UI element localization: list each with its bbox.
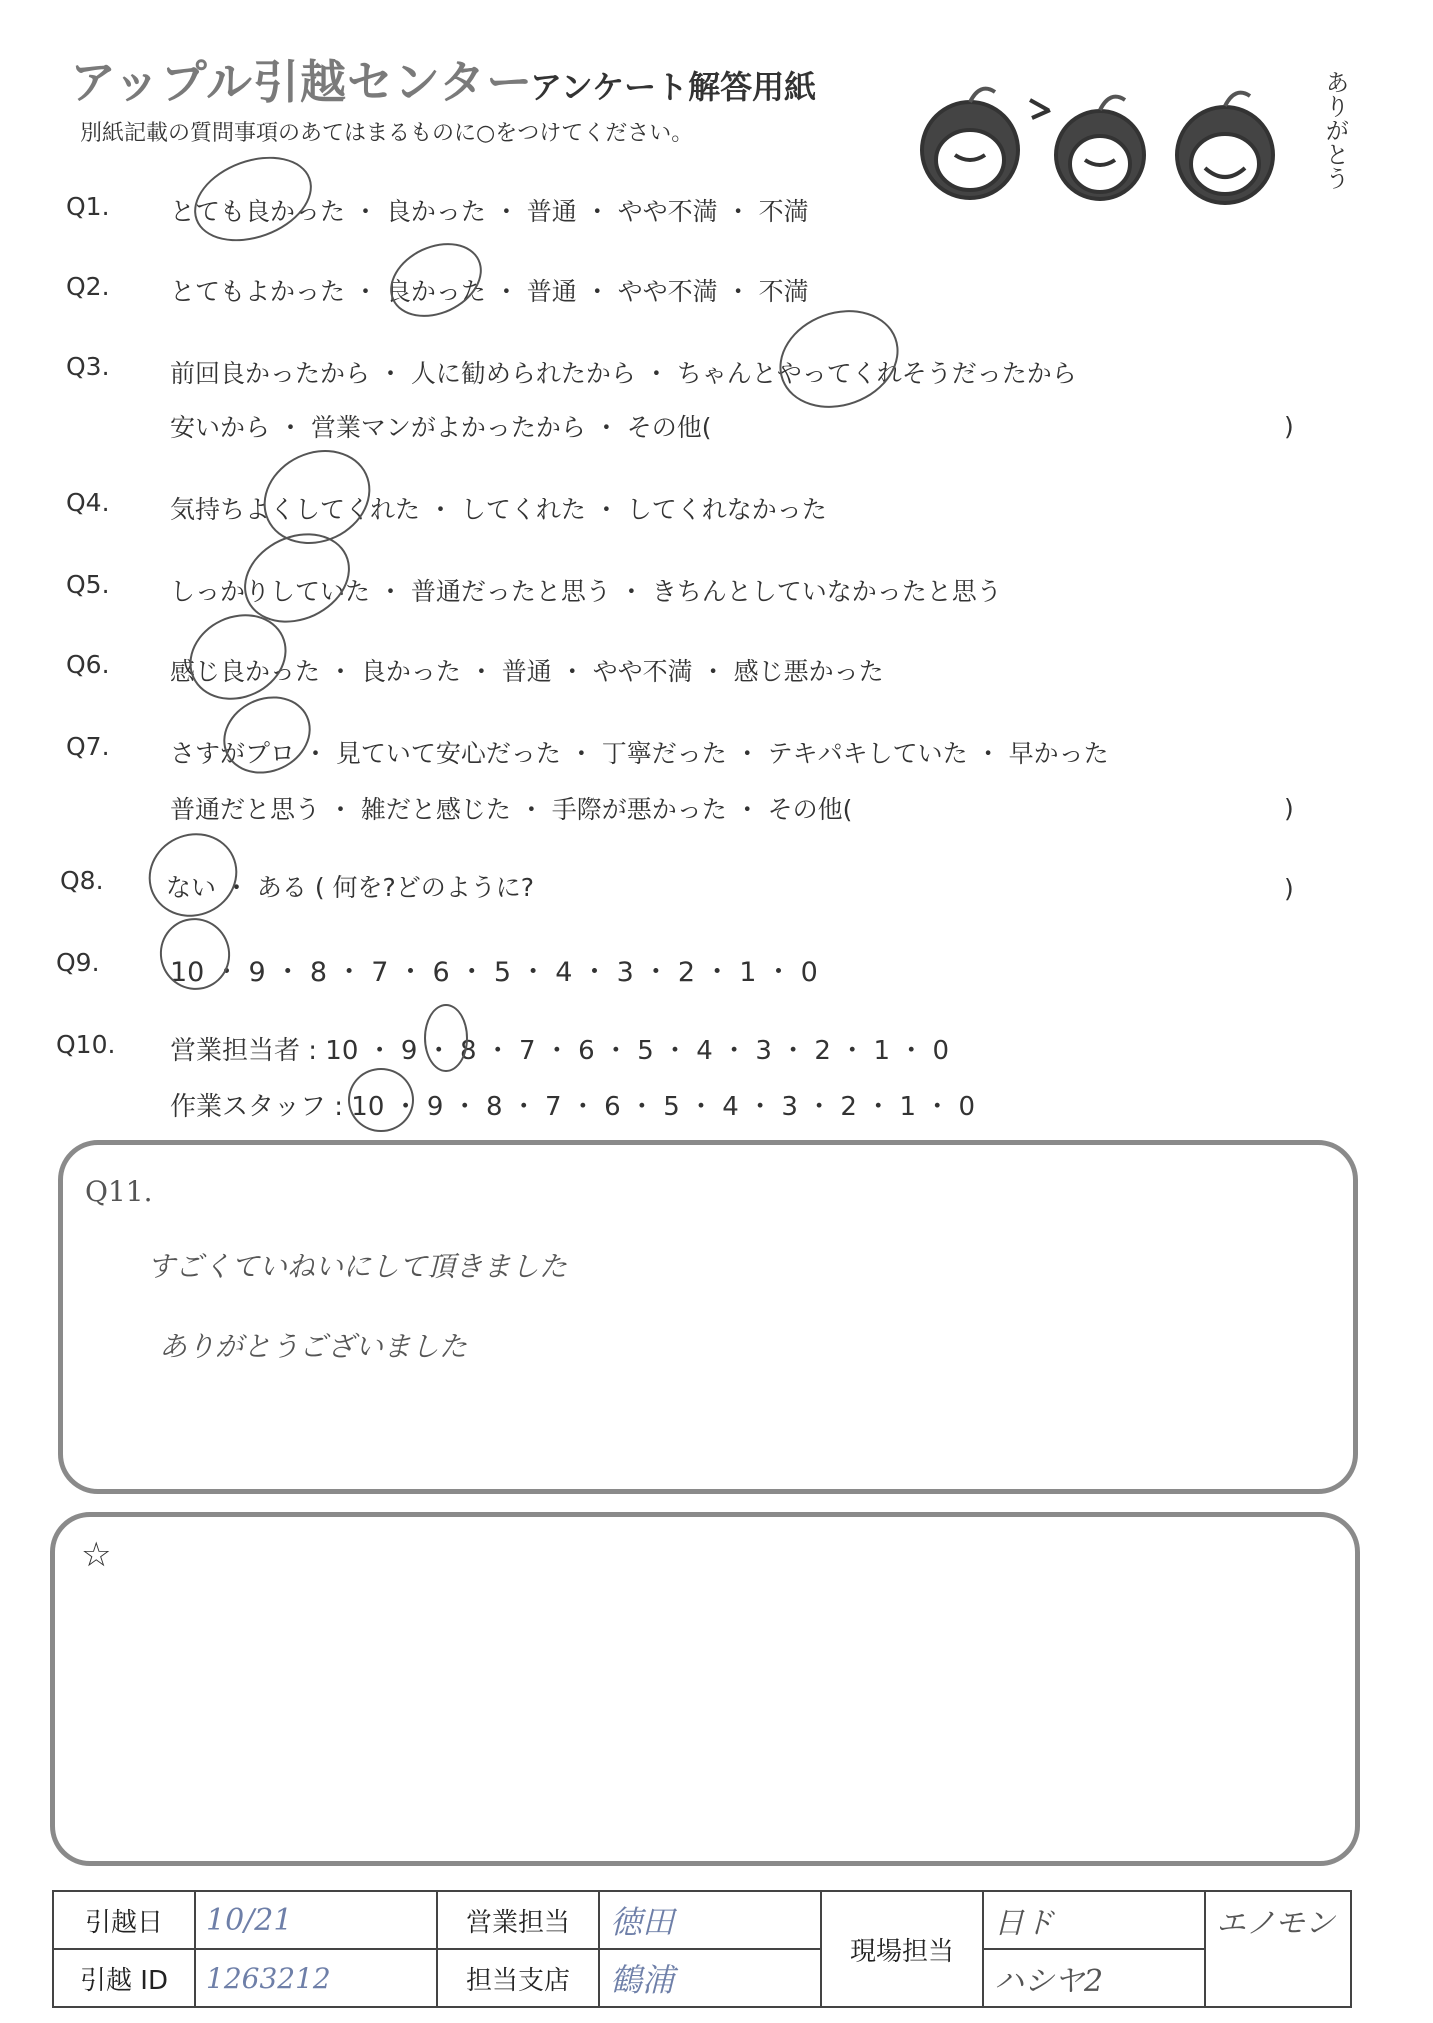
q8-close-paren: ) xyxy=(1284,874,1294,903)
site-rep-2: エノモン xyxy=(1216,1906,1335,1941)
q6-options[interactable]: 感じ良かった ・ 良かった ・ 普通 ・ やや不満 ・ 感じ悪かった xyxy=(170,657,884,686)
q3-close-paren: ) xyxy=(1284,412,1294,441)
q1-answer-circle xyxy=(182,141,323,256)
star-note-box[interactable] xyxy=(50,1512,1360,1866)
q10-label: Q10. xyxy=(56,1030,116,1059)
site-rep-label: 現場担当 xyxy=(821,1891,983,2007)
q11-comment-line2: ありがとうございました xyxy=(159,1330,468,1363)
q7-options-line1[interactable]: さすがプロ ・ 見ていて安心だった ・ 丁寧だった ・ テキパキしていた ・ 早かった xyxy=(170,739,1109,768)
branch-value: 鶴浦 xyxy=(610,1961,675,1999)
site-rep-1: 日ド xyxy=(994,1906,1054,1941)
q10-sales-scale[interactable]: 営業担当者 : 10 ・ 9 ・ 8 ・ 7 ・ 6 ・ 5 ・ 4 ・ 3 ・ 2 ・ 1 ・ 0 xyxy=(170,1036,950,1066)
form-title: アンケート解答用紙 xyxy=(530,68,817,106)
moving-date-value: 10/21 xyxy=(206,1902,293,1938)
q4-label: Q4. xyxy=(66,488,110,517)
q8-label: Q8. xyxy=(60,866,104,895)
moving-id-label: 引越 ID xyxy=(53,1949,195,2007)
q1-options[interactable]: とても良かった ・ 良かった ・ 普通 ・ やや不満 ・ 不満 xyxy=(170,197,809,226)
star-icon: ☆ xyxy=(81,1535,112,1575)
q3-label: Q3. xyxy=(66,352,110,381)
q6-label: Q6. xyxy=(66,650,110,679)
q7-close-paren: ) xyxy=(1284,794,1294,823)
sales-rep-value: 徳田 xyxy=(610,1903,675,1941)
q11-label: Q11. xyxy=(85,1175,153,1208)
q2-answer-circle xyxy=(378,229,494,331)
q10-sales-answer-circle xyxy=(424,1004,468,1072)
mascot-illustration xyxy=(880,60,1350,240)
moving-id-value: 1263212 xyxy=(206,1961,331,1995)
q10-staff-scale[interactable]: 作業スタッフ : 10 ・ 9 ・ 8 ・ 7 ・ 6 ・ 5 ・ 4 ・ 3 ・ 2 ・ 1 ・ 0 xyxy=(170,1092,976,1122)
q3-answer-circle xyxy=(766,294,913,424)
site-rep-3: ハシヤ2 xyxy=(994,1964,1104,1999)
q5-label: Q5. xyxy=(66,570,110,599)
q7-options-line2[interactable]: 普通だと思う ・ 雑だと感じた ・ 手際が悪かった ・ その他( xyxy=(170,795,853,824)
instruction-text: 別紙記載の質問事項のあてはまるものに○をつけてください。 xyxy=(80,121,694,146)
q8-options[interactable]: ない ・ ある ( 何を?どのように? xyxy=(166,873,535,902)
q3-options-line2[interactable]: 安いから ・ 営業マンがよかったから ・ その他( xyxy=(170,413,712,442)
q3-options-line1[interactable]: 前回良かったから ・ 人に勧められたから ・ ちゃんとやってくれそうだったから xyxy=(170,359,1077,388)
q2-label: Q2. xyxy=(66,272,110,301)
q2-options[interactable]: とてもよかった ・ 良かった ・ 普通 ・ やや不満 ・ 不満 xyxy=(170,277,809,306)
footer-info-table xyxy=(52,1890,1352,2008)
company-name: アップル引越センター xyxy=(70,55,534,109)
q4-options[interactable]: 気持ちよくしてくれた ・ してくれた ・ してくれなかった xyxy=(170,495,827,524)
q11-comment-box[interactable] xyxy=(58,1140,1358,1494)
sales-rep-label: 営業担当 xyxy=(437,1891,599,1949)
q9-label: Q9. xyxy=(56,948,100,977)
q1-label: Q1. xyxy=(66,192,110,221)
q10-staff-answer-circle xyxy=(348,1068,414,1132)
mascot-thanks-text: ありがとう xyxy=(1321,70,1349,190)
q11-comment-line1: すごくていねいにして頂きました xyxy=(147,1250,568,1283)
q7-label: Q7. xyxy=(66,732,110,761)
moving-date-label: 引越日 xyxy=(53,1891,195,1949)
q8-answer-circle xyxy=(135,819,251,931)
q5-options[interactable]: しっかりしていた ・ 普通だったと思う ・ きちんとしていなかったと思う xyxy=(170,577,1002,606)
branch-label: 担当支店 xyxy=(437,1949,599,2007)
q9-scale[interactable]: 10 ・ 9 ・ 8 ・ 7 ・ 6 ・ 5 ・ 4 ・ 3 ・ 2 ・ 1 ・ 0 xyxy=(170,957,818,988)
